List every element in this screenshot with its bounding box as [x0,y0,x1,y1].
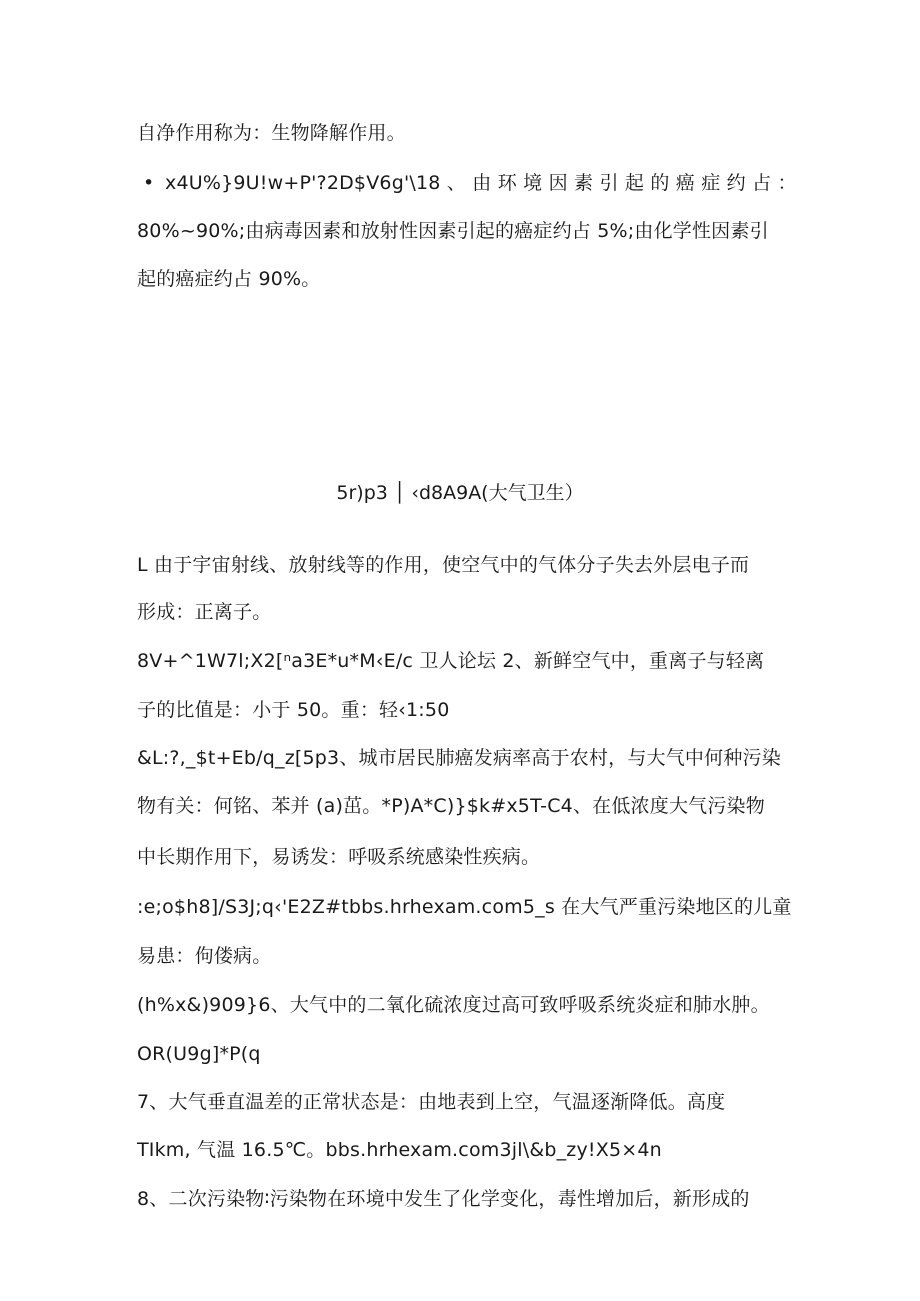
bullet-paragraph-line [143,171,797,195]
section-title: 5r)p3 │ ‹d8A9A(大气卫生） [336,482,584,504]
item-line: &L:?,_$t+Eb/q_z[5p3、城市居民肺癌发病率高于农村，与大气中何种污染 [137,747,781,769]
item-line: OR(U9g]*P(q [137,1043,261,1065]
paragraph-text: x4U%}9U!w+P'?2D$V6g'\18 、 由 环 境 因 素 引 起 的 癌 症 约 占 ： [165,172,797,194]
bullet-icon: • [143,172,155,194]
item-line: 易患：佝偻病。 [137,945,272,967]
item-line: 8V+^1W7l;X2[ⁿa3E*u*M‹E/c 卫人论坛 2、新鲜空气中，重离子与轻离 [137,650,765,672]
item-line: 子的比值是：小于 50。重：轻‹1:50 [137,699,450,721]
item-line: 中长期作用下，易诱发：呼吸系统感染性疾病。 [137,846,541,868]
item-line: :e;o$h8]/S3J;q‹'E2Z#tbbs.hrhexam.com5_s 在大气严重污染地区的儿童 [137,896,792,918]
item-line: 8、二次污染物∶污染物在环境中发生了化学变化，毒性增加后，新形成的 [137,1188,750,1210]
item-line: L 由于宇宙射线、放射线等的作用，使空气中的气体分子失去外层电子而 [137,554,750,576]
item-line: 物有关：何铭、苯并 (a)茁。*P)A*C)}$k#x5T-C4、在低浓度大气污染物 [137,795,765,817]
paragraph-line: 80%~90%;由病毒因素和放射性因素引起的癌症约占 5%;由化学性因素引 [137,220,769,242]
item-line: 形成：正离子。 [137,601,272,623]
item-line: (h%x&)909}6、大气中的二氧化硫浓度过高可致呼吸系统炎症和肺水肿。 [137,994,770,1016]
item-line: TIkm, 气温 16.5℃。bbs.hrhexam.com3jl\&b_zy!X5×4n [137,1139,662,1161]
item-line: 7、大气垂直温差的正常状态是：由地表到上空，气温逐渐降低。高度 [137,1091,726,1113]
paragraph-line: 自净作用称为：生物降解作用。 [137,122,406,144]
paragraph-line: 起的癌症约占 90%。 [137,268,321,290]
